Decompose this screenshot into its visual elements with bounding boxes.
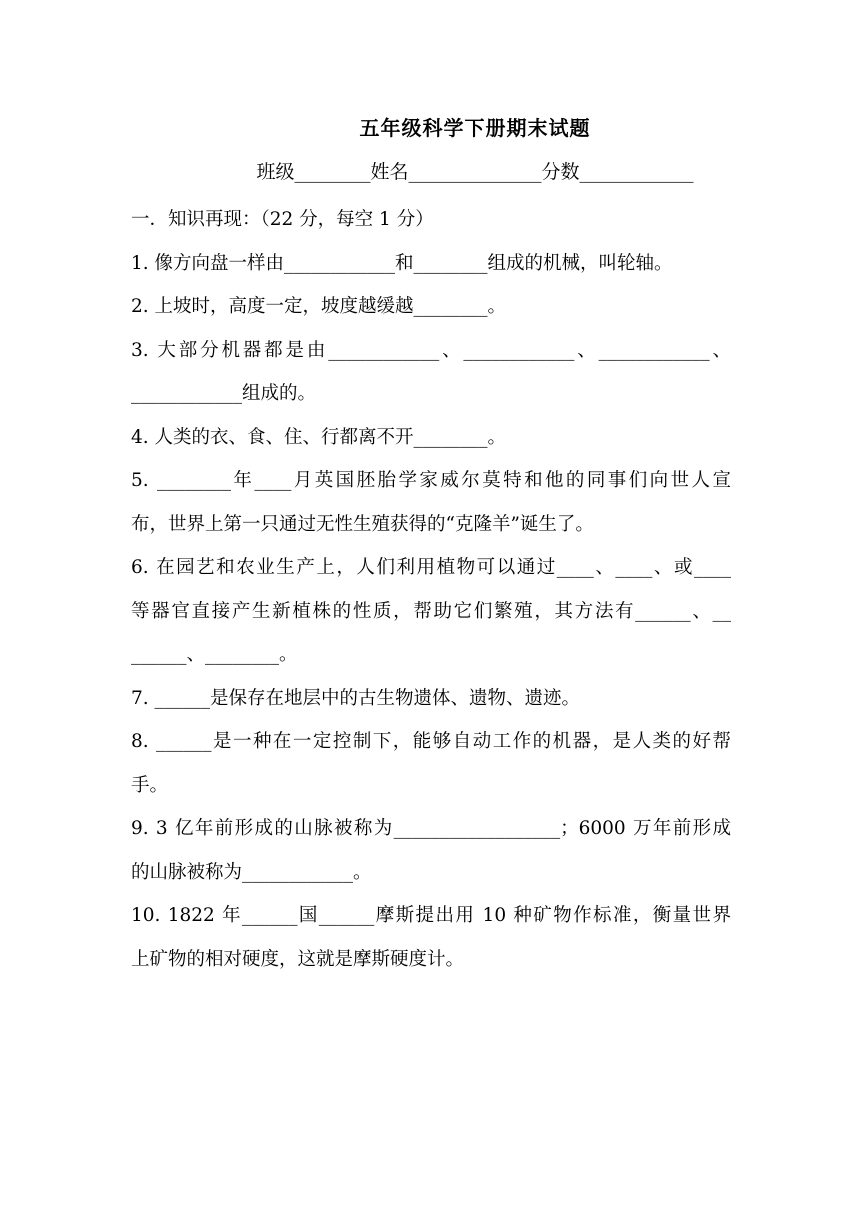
question-8-line-2: 手。 [131,774,169,796]
section-heading: 一．知识再现：（22 分，每空 1 分） [131,209,434,230]
question-1: 1. 像方向盘一样由____________和________组成的机械，叫轮轴。 [131,252,673,274]
page-title: 五年级科学下册期末试题 [359,116,591,140]
question-5-line-1: 5. ________年____月英国胚胎学家威尔莫特和他的同事们向世人宣 [131,470,731,491]
question-9-line-2: 的山脉被称为____________。 [131,861,372,883]
question-8-line-1: 8. ______是一种在一定控制下，能够自动工作的机器，是人类的好帮 [131,731,731,752]
question-6-line-1: 6. 在园艺和农业生产上，人们利用植物可以通过____、____、或____ [131,557,731,578]
question-5-line-2: 布，世界上第一只通过无性生殖获得的“克隆羊”诞生了。 [131,513,594,535]
question-9-line-1: 9. 3 亿年前形成的山脉被称为__________________；6000 万年前形成 [131,818,731,839]
student-info-line: 班级________姓名______________分数____________ [256,161,694,183]
question-3-line-2: ____________组成的。 [131,383,317,404]
question-3-line-1: 3. 大部分机器都是由____________、____________、____________、 [131,339,731,361]
question-10-line-2: 上矿物的相对硬度，这就是摩斯硬度计。 [131,948,465,970]
question-10-line-1: 10. 1822 年______国______摩斯提出用 10 种矿物作标准，衡量世界 [131,905,731,926]
question-6-line-2: 等器官直接产生新植株的性质，帮助它们繁殖，其方法有______、__ [131,600,731,622]
question-4: 4. 人类的衣、食、住、行都离不开________。 [131,426,507,448]
question-6-line-3: ______、________。 [131,644,298,665]
exam-body [131,198,731,981]
question-7: 7. ______是保存在地层中的古生物遗体、遗物、遗迹。 [131,687,581,709]
question-2: 2. 上坡时，高度一定，坡度越缓越________。 [131,296,507,317]
